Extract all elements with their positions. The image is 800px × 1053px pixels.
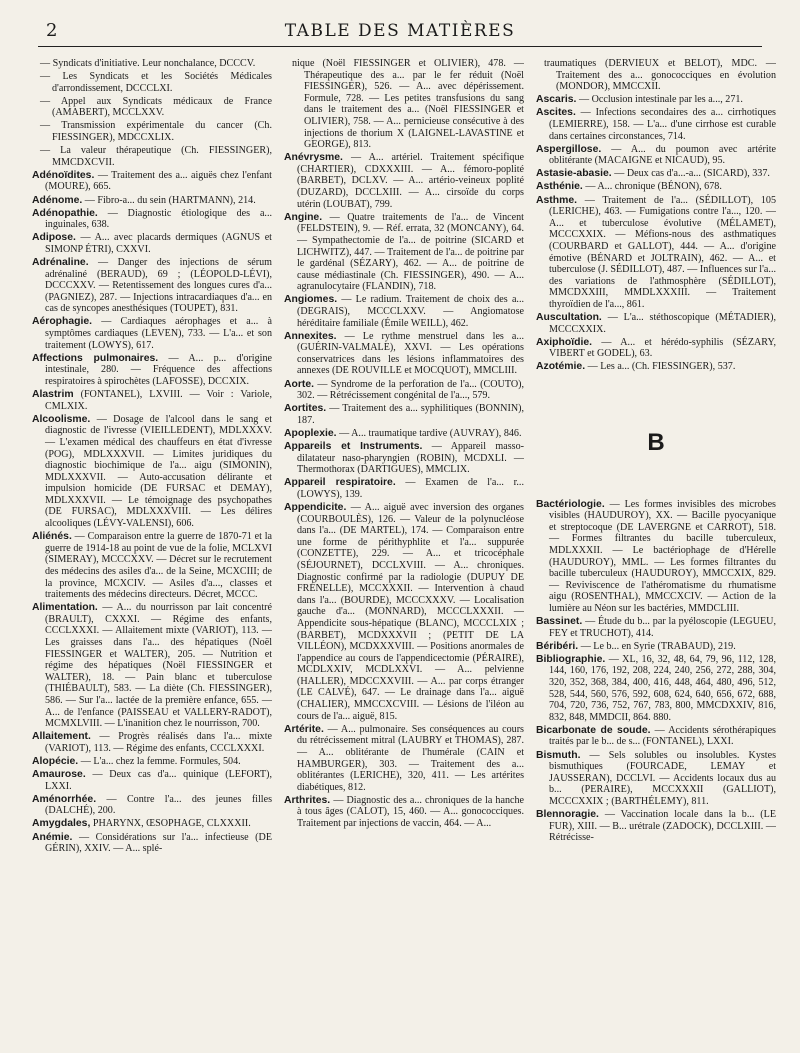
entry-text: — Occlusion intestinale par les a..., 271. <box>578 94 743 106</box>
entry-text: — A... artériel. Traitement spécifique (CHARTIER), CDXXXIII. — A... fémoro-poplité (BARBET), DCLXV. — A... artério-veineux poplité (DUZARD), DCCLXIII. — A... cirsoïde du corps utérin (LOUBAT), 799. <box>297 152 524 210</box>
entry-text: — XL, 16, 32, 48, 64, 79, 96, 112, 128, 144, 160, 176, 192, 208, 224, 240, 256, 272, 288, 304, 320, 352, 368, 384, 400, 416, 448, 464, 480, 496, 512, 528, 544, 560, 576, 592, 608, 624, 640, 656, 672, 688, 704, 720, 736, 752, 767, 783, 800, MMCDXXIV, 816, 832, 848, MMDCII, 864. 880. <box>549 653 776 723</box>
entry-headword: Apoplexie. <box>284 427 337 439</box>
entry-text: — Danger des injections de sérum adrénaliné (BERAUD), 69 ; (LÉOPOLD-LÉVI), DCCCXXV. — Retentissement des longues cures d'a... (PAGNIEZ), 287. — Injections intracardiaques d'a... en cas de syncopes anesthésiques (TOUPET), 831. <box>45 257 272 315</box>
index-entry <box>284 795 524 830</box>
entry-text: — Syndrome de la perforation de l'a... (COUTO), 302. — Rétrécissement congénital de l'a..., 579. <box>297 378 524 402</box>
entry-headword: Alimentation. <box>32 602 98 614</box>
entry-text: — Traitement de l'a... (SÉDILLOT), 105 (LERICHE), 463. — Fumigations contre l'a..., 120. — A... et tuberculose évolutive (MÉLAMET), MCCCXXIX. — Méfions-nous des asthmatiques (COURBARD et GALLOT), 444. — A... d'origine émotive (BÉNARD et JOLTRAIN), 462. — A... et tuberculose (J. SÉDILLOT), 487. — Influences sur l'a... des variations de l'athmosphère (SÉDILLOT), MMCDXXIII, MMDLXXXIII. — Traitement thyroïdien de l'a..., 861. <box>549 194 776 310</box>
entry-headword: Alopécie. <box>32 755 79 767</box>
entry-headword: Auscultation. <box>536 311 602 323</box>
entry-text: — Étude du b... par la pyéloscopie (LEGUEU, FEY et TRUCHOT), 414. <box>549 615 776 639</box>
entry-text: — Traitement des a... aiguës chez l'enfant (MOURE), 665. <box>45 169 272 193</box>
entry-text: — Fibro-a... du sein (HARTMANN), 214. <box>84 194 256 206</box>
index-column-3 <box>536 58 776 1043</box>
entry-headword: Astasie-abasie. <box>536 168 612 180</box>
entry-text: — Appareil masso-dilatateur naso-pharyngien (ROBIN), MCDXLI. — Thermothorax (DARTIGUES), MMCLIX. <box>297 441 524 476</box>
entry-text: — Deux cas d'a... quinique (LEFORT), LXXI. <box>45 769 272 792</box>
entry-text: — Transmission expérimentale du cancer (Ch. FIESSINGER), MDCCXLIX. <box>40 120 272 144</box>
index-entry <box>32 316 272 351</box>
index-entry <box>284 724 524 794</box>
entry-headword: Bactériologie. <box>536 498 605 510</box>
index-entry <box>32 731 272 754</box>
index-entry <box>536 809 776 844</box>
entry-headword: Adénome. <box>32 194 83 206</box>
index-entry <box>536 361 776 373</box>
entry-text: — A... avec placards dermiques (AGNUS et SIMONP ÉTRI), CXXVI. <box>45 232 272 255</box>
index-entry <box>32 195 272 207</box>
index-entry-continuation <box>32 58 272 70</box>
entry-headword: Adipose. <box>32 232 76 244</box>
entry-text: — A... et hérédo-syphilis (SÉZARY, VIBERT et GODEL), 63. <box>549 336 776 360</box>
index-entry <box>32 170 272 193</box>
index-entry <box>536 144 776 167</box>
section-letter: B <box>647 428 665 456</box>
index-column-2 <box>284 58 524 1043</box>
index-entry <box>32 818 272 830</box>
index-entry <box>284 331 524 377</box>
index-entry <box>32 414 272 530</box>
index-entry <box>32 232 272 255</box>
entry-text: — Infections secondaires des a... cirrhotiques (LEMIERRE), 158. — L'a... d'une cirrhose est curable dans certaines circonstances, 714. <box>549 107 776 142</box>
index-entry <box>536 195 776 311</box>
entry-text: — Les Syndicats et les Sociétés Médicales d'arrondissement, DCCCLXI. <box>40 71 272 94</box>
entry-text: — Examen de l'a... r... (LOWYS), 139. <box>297 477 524 500</box>
index-entry <box>32 257 272 315</box>
entry-text: — Vaccination locale dans la b... (LE FUR), XIII. — B... urétrale (ZADOCK), DCCLXIII. — Rétrécisse- <box>549 808 776 844</box>
entry-headword: Appareil respiratoire. <box>284 477 396 489</box>
entry-text: — Sels solubles ou insolubles. Kystes bismuthiques (FOURCADE, LEMAY et JAUSSERAN), DCCLVI. — Accidents locaux dus au b... (PERAIRE), MCCXXXII (GALLIOT), MCCCXXIX ; (BARTHÉLEMY), 811. <box>549 749 776 807</box>
index-entry <box>284 152 524 210</box>
entry-headword: Ascaris. <box>536 94 577 106</box>
page-header <box>38 16 762 47</box>
entry-text: nique (Noël FIESSINGER et OLIVIER), 478. — Thérapeutique des a... par le fer réduit (Noël FIESSINGER), 526. — A... avec dépérissement. Formule, 728. — Les petites transfusions du sang dans le traitement des a... (Noël FIESSINGER et OLIVIER), 758. — A... pernicieuse consécutive à des injections de thorium X (LAIGNEL-LAVASTINE et GEORGE), 813. <box>292 58 524 151</box>
index-entry <box>536 616 776 639</box>
index-entry <box>32 353 272 388</box>
entry-headword: Anévrysme. <box>284 152 343 164</box>
entry-headword: Aorte. <box>284 378 315 390</box>
index-entry <box>536 312 776 335</box>
entry-text: — L'a... stéthoscopique (MÉTADIER), MCCCXXIX. <box>549 311 776 335</box>
index-entry <box>32 602 272 730</box>
entry-headword: Adénoïdites. <box>32 169 95 181</box>
entry-headword: Bassinet. <box>536 615 583 627</box>
entry-headword: Aérophagie. <box>32 316 93 328</box>
entry-text: — Cardiaques aérophages et a... à symptômes cardiaques (LEVEN), 733. — L'a... et son traitement (LOWYS), 617. <box>45 316 272 351</box>
entry-text: — L'a... chez la femme. Formules, 504. <box>80 755 241 767</box>
entry-headword: Asthme. <box>536 194 577 206</box>
entry-text: — Quatre traitements de l'a... de Vincent (FELDSTEIN), 9. — Réf. errata, 32 (MONCANY), 64. — Sympathectomie de l'a... de poitrine (SICARD et LICHWITZ), 447. — Traitement de l'a... de poitrine par le gardénal (SÉZARY), 462. — A... de poitrine de cause médiastinale (Ch. FIESSINGER), 490. — A... agranulocytaire (FLANDIN), 718. <box>297 211 524 293</box>
index-entry <box>284 477 524 500</box>
entry-text: — A... traumatique tardive (AUVRAY), 846. <box>339 427 522 439</box>
index-entry <box>32 389 272 412</box>
entry-headword: Ascites. <box>536 107 576 119</box>
index-entry <box>32 531 272 601</box>
entry-headword: Bicarbonate de soude. <box>536 724 651 736</box>
entry-headword: Appareils et Instruments. <box>284 441 423 452</box>
entry-headword: Adénopathie. <box>32 207 98 219</box>
index-entry <box>284 294 524 329</box>
entry-text: — Syndicats d'initiative. Leur nonchalance, DCCCV. <box>40 58 256 69</box>
entry-headword: Azotémie. <box>536 361 586 373</box>
index-entry <box>536 750 776 808</box>
entry-text: — Traitement des a... syphilitiques (BONNIN), 187. <box>297 403 524 426</box>
index-entry <box>284 212 524 293</box>
index-entry-continuation <box>536 58 776 93</box>
entry-headword: Aortites. <box>284 403 327 415</box>
entry-headword: Aménorrhée. <box>32 793 97 805</box>
entry-text: PHARYNX, ŒSOPHAGE, CLXXXII. <box>92 818 251 830</box>
entry-headword: Arthrites. <box>284 794 331 806</box>
entry-text: — Le b... en Syrie (TRABAUD), 219. <box>580 640 736 652</box>
entry-text: — Diagnostic étiologique des a... inguinales, 638. <box>45 207 272 231</box>
index-entry <box>536 107 776 142</box>
index-entry <box>536 181 776 193</box>
index-entry <box>536 94 776 106</box>
entry-headword: Bibliographie. <box>536 653 606 665</box>
index-entry-continuation <box>284 58 524 151</box>
entry-text: — Deux cas d'a...-a... (SICARD), 337. <box>614 168 770 180</box>
entry-headword: Aspergillose. <box>536 143 602 155</box>
entry-headword: Appendicite. <box>284 501 347 513</box>
entry-text: traumatiques (DERVIEUX et BELOT), MDC. — Traitement des a... gonococciques en évolution (MONDOR), MMCCXII. <box>544 58 776 93</box>
entry-text: — La valeur thérapeutique (Ch. FIESSINGER), MMCDXCVII. <box>40 145 272 168</box>
index-entry <box>32 769 272 792</box>
entry-headword: Aliénés. <box>32 531 72 543</box>
entry-headword: Amaurose. <box>32 769 86 781</box>
index-entry-continuation <box>32 96 272 119</box>
entry-headword: Axiphoïdie. <box>536 336 592 348</box>
index-entry <box>536 499 776 615</box>
entry-headword: Artérite. <box>284 723 324 735</box>
entry-text: — Progrès réalisés dans l'a... mixte (VARIOT), 113. — Régime des enfants, CCCLXXXI. <box>45 731 272 754</box>
entry-headword: Angine. <box>284 211 323 223</box>
entry-text: — Le rythme menstruel dans les a... (GUÉRIN-VALMALE), XXVI. — Les opérations conservatrices dans les lésions inflammatoires des annexes (DE ROUVILLE et MOCQUOT), MMCLIII. <box>297 330 524 377</box>
index-columns <box>32 58 776 1043</box>
entry-text: — A... chronique (BÉNON), 678. <box>585 181 722 193</box>
index-entry-continuation <box>32 120 272 143</box>
running-title: TABLE DES MATIÈRES <box>284 21 516 41</box>
entry-text: — Contre l'a... des jeunes filles (DALCHÉ), 200. <box>45 793 272 817</box>
index-entry <box>32 832 272 855</box>
entry-headword: Affections pulmonaires. <box>32 352 159 364</box>
index-entry <box>32 208 272 231</box>
index-entry <box>284 428 524 440</box>
entry-text: — Accidents sérothérapiques traités par le b... de s... (FONTANEL), LXXI. <box>549 724 776 748</box>
entry-headword: Asthénie. <box>536 181 583 193</box>
entry-headword: Bismuth. <box>536 749 581 761</box>
index-entry <box>536 654 776 724</box>
index-entry <box>32 794 272 817</box>
index-entry-continuation <box>32 71 272 94</box>
entry-text: — Dosage de l'alcool dans le sang et diagnostic de l'ivresse (VIEILLEDENT), MDLXXXV. — L'examen médical des chauffeurs en état d'ivresse (POG), MDLXXXVII. — Limites juridiques du diagnostic biochimique de l'a... aigu (SIMONIN), MDLXXXVII. — Auto-accusation délirante et impulsion homicide (DE FURSAC et DEMAY), MDLXXXVII. — Le témoignage des psychopathes (DE FURSAC), MDLXXXVIII. — Les délires alcooliques (LÉVY-VALENSI), 606. <box>45 413 272 530</box>
entry-headword: Amygdales, <box>32 818 91 830</box>
index-entry <box>284 379 524 402</box>
index-entry <box>284 403 524 426</box>
index-entry <box>284 441 524 476</box>
index-entry <box>536 337 776 360</box>
index-entry <box>32 756 272 768</box>
entry-text: — Appel aux Syndicats médicaux de France (AMABERT), MCCLXXV. <box>40 95 272 119</box>
entry-headword: Angiomes. <box>284 294 338 306</box>
entry-text: — Le radium. Traitement de choix des a... (DEGRAIS), MCCCLXXV. — Angiomatose héréditaire familiale (Émile WEILL), 462. <box>297 294 524 329</box>
index-entry <box>536 725 776 748</box>
entry-text: — Considérations sur l'a... infectieuse (DE GÉRIN), XXIV. — A... splé- <box>45 831 272 855</box>
entry-text: — Les a... (Ch. FIESSINGER), 537. <box>587 361 736 373</box>
entry-headword: Annexites. <box>284 330 337 342</box>
index-entry <box>536 641 776 653</box>
entry-text: — A... aiguë avec inversion des organes (COURBOULÈS), 126. — Valeur de la polynucléose dans l'a... (DE MARTEL), 174. — Comparaison entre une forme de périthyphlite et l'a... suppurée (CONZETTE), 229. — A... et tricocéphale (SÉJOURNET), DCCLXVIII. — A... chroniques. Diagnostic confirmé par la radiologie (DUPUY DE FRÉNELLE), MCCXXXII. — Intervention à chaud dans l'a... (BOURDE), MCCCXXXV. — Localisation gauche d'a... (MONNARD), MCCCLXXXII. — Appendicite sous-hépatique (BLANC), MCCCLXIX ; (BARBET), MCDXXXVII ; (PETIT DE LA VILLÉON), MCDXXXVIII. — Positions anormales de l'appendice au cours de l'appendicectomie (PÉRAIRE), MCDLXXIV, MCDLXXVI. — A... pelvienne (HALLER), MDCCXXVIII. — A... par corps étranger (LE CALVÉ), 647. — Le drainage dans l'a... aiguë (CHALIER), MMCCXCVIII. — Lésions de l'iléon au cours de l'a... aiguë, 815. <box>297 501 524 722</box>
page-number: 2 <box>46 20 58 41</box>
entry-headword: Alcoolisme. <box>32 413 91 425</box>
entry-text: — A... p... d'origine intestinale, 280. — Fréquence des affections respiratoires à spirochètes (LAFOSSE), DCCXIX. <box>45 352 272 387</box>
entry-headword: Béribéri. <box>536 640 579 652</box>
entry-headword: Anémie. <box>32 831 73 843</box>
entry-headword: Alastrim <box>32 389 74 401</box>
index-column-1 <box>32 58 272 1043</box>
entry-text: (FONTANEL), LXVIII. — Voir : Variole, CMLXIX. <box>45 389 272 412</box>
entry-text: — Diagnostic des a... chroniques de la hanche à tous âges (CALOT), 15, 460. — A... gonococciques. Traitement par injections de vaccin, 464. — A... <box>297 794 524 829</box>
entry-text: — A... pulmonaire. Ses conséquences au cours du rétrécissement mitral (LAUBRY et THOMAS), 287. — A... oblitérante de l'humérale (CAIN et HAMBURGER), 303. — Traitement des a... oblitérantes (LERICHE), 320, 411. — Les artérites diabétiques, 812. <box>297 723 524 793</box>
entry-text: — A... du nourrisson par lait concentré (BRAULT), CXXXI. — Régime des enfants, CCCLXXXI. — Allaitement mixte (VARIOT), 113. — Les graisses dans l'a... des hépatiques (Noël FIESSINGER et WALTER), 205. — Nutrition et régime des hépatiques (Noël FIESSINGER et WALTER), 18. — Pain blanc et tuberculose (THIÉBAULT), 583. — La diète (Ch. FIESSINGER), 586. — Sur l'a... lactée de la première enfance, 655. — A... de l'enfance (PAISSEAU et VALLERY-RADOT), MCMXLVIII. — L'inanition chez le nourrisson, 700. <box>45 602 272 730</box>
entry-headword: Adrénaline. <box>32 257 89 268</box>
entry-text: — Les formes invisibles des microbes visibles (HAUDUROY), XX. — Bacille pyocyanique et streptocoque (DE LAVERGNE et CARROT), 518. — Formes filtrantes du bacille tuberculeux, MDLXXXII. — Le bactériophage de d'Hérelle (HAUDUROY), MML. — Les formes filtrantes du bacille tuberculeux (HAUDUROY), MMCCXIX, 829. — Reviviscence de l'athéromatisme du rhumatisme aigu (ROSENTHAL), MMCCXCIV. — Action de la lumière au Néon sur les bactéries, MMDCLIII. <box>549 498 776 614</box>
entry-text: — Comparaison entre la guerre de 1870-71 et la guerre de 1914-18 au point de vue de la folie, MCLXVI (SIMERAY), MCCCXXV. — Décret sur le recrutement des médecins des asiles d'a... de la Seine, MCXCIII; de la province, MCXCIV. — Asiles d'a..., classes et traitements des médecins directeurs. Décret, MCCC. <box>45 531 272 601</box>
entry-text: — A... du poumon avec artérite oblitérante (MACAIGNE et NICAUD), 95. <box>549 143 776 167</box>
entry-headword: Blennoragie. <box>536 808 599 820</box>
index-entry <box>536 168 776 180</box>
index-entry <box>284 502 524 722</box>
entry-headword: Allaitement. <box>32 731 91 743</box>
index-entry-continuation <box>32 145 272 168</box>
